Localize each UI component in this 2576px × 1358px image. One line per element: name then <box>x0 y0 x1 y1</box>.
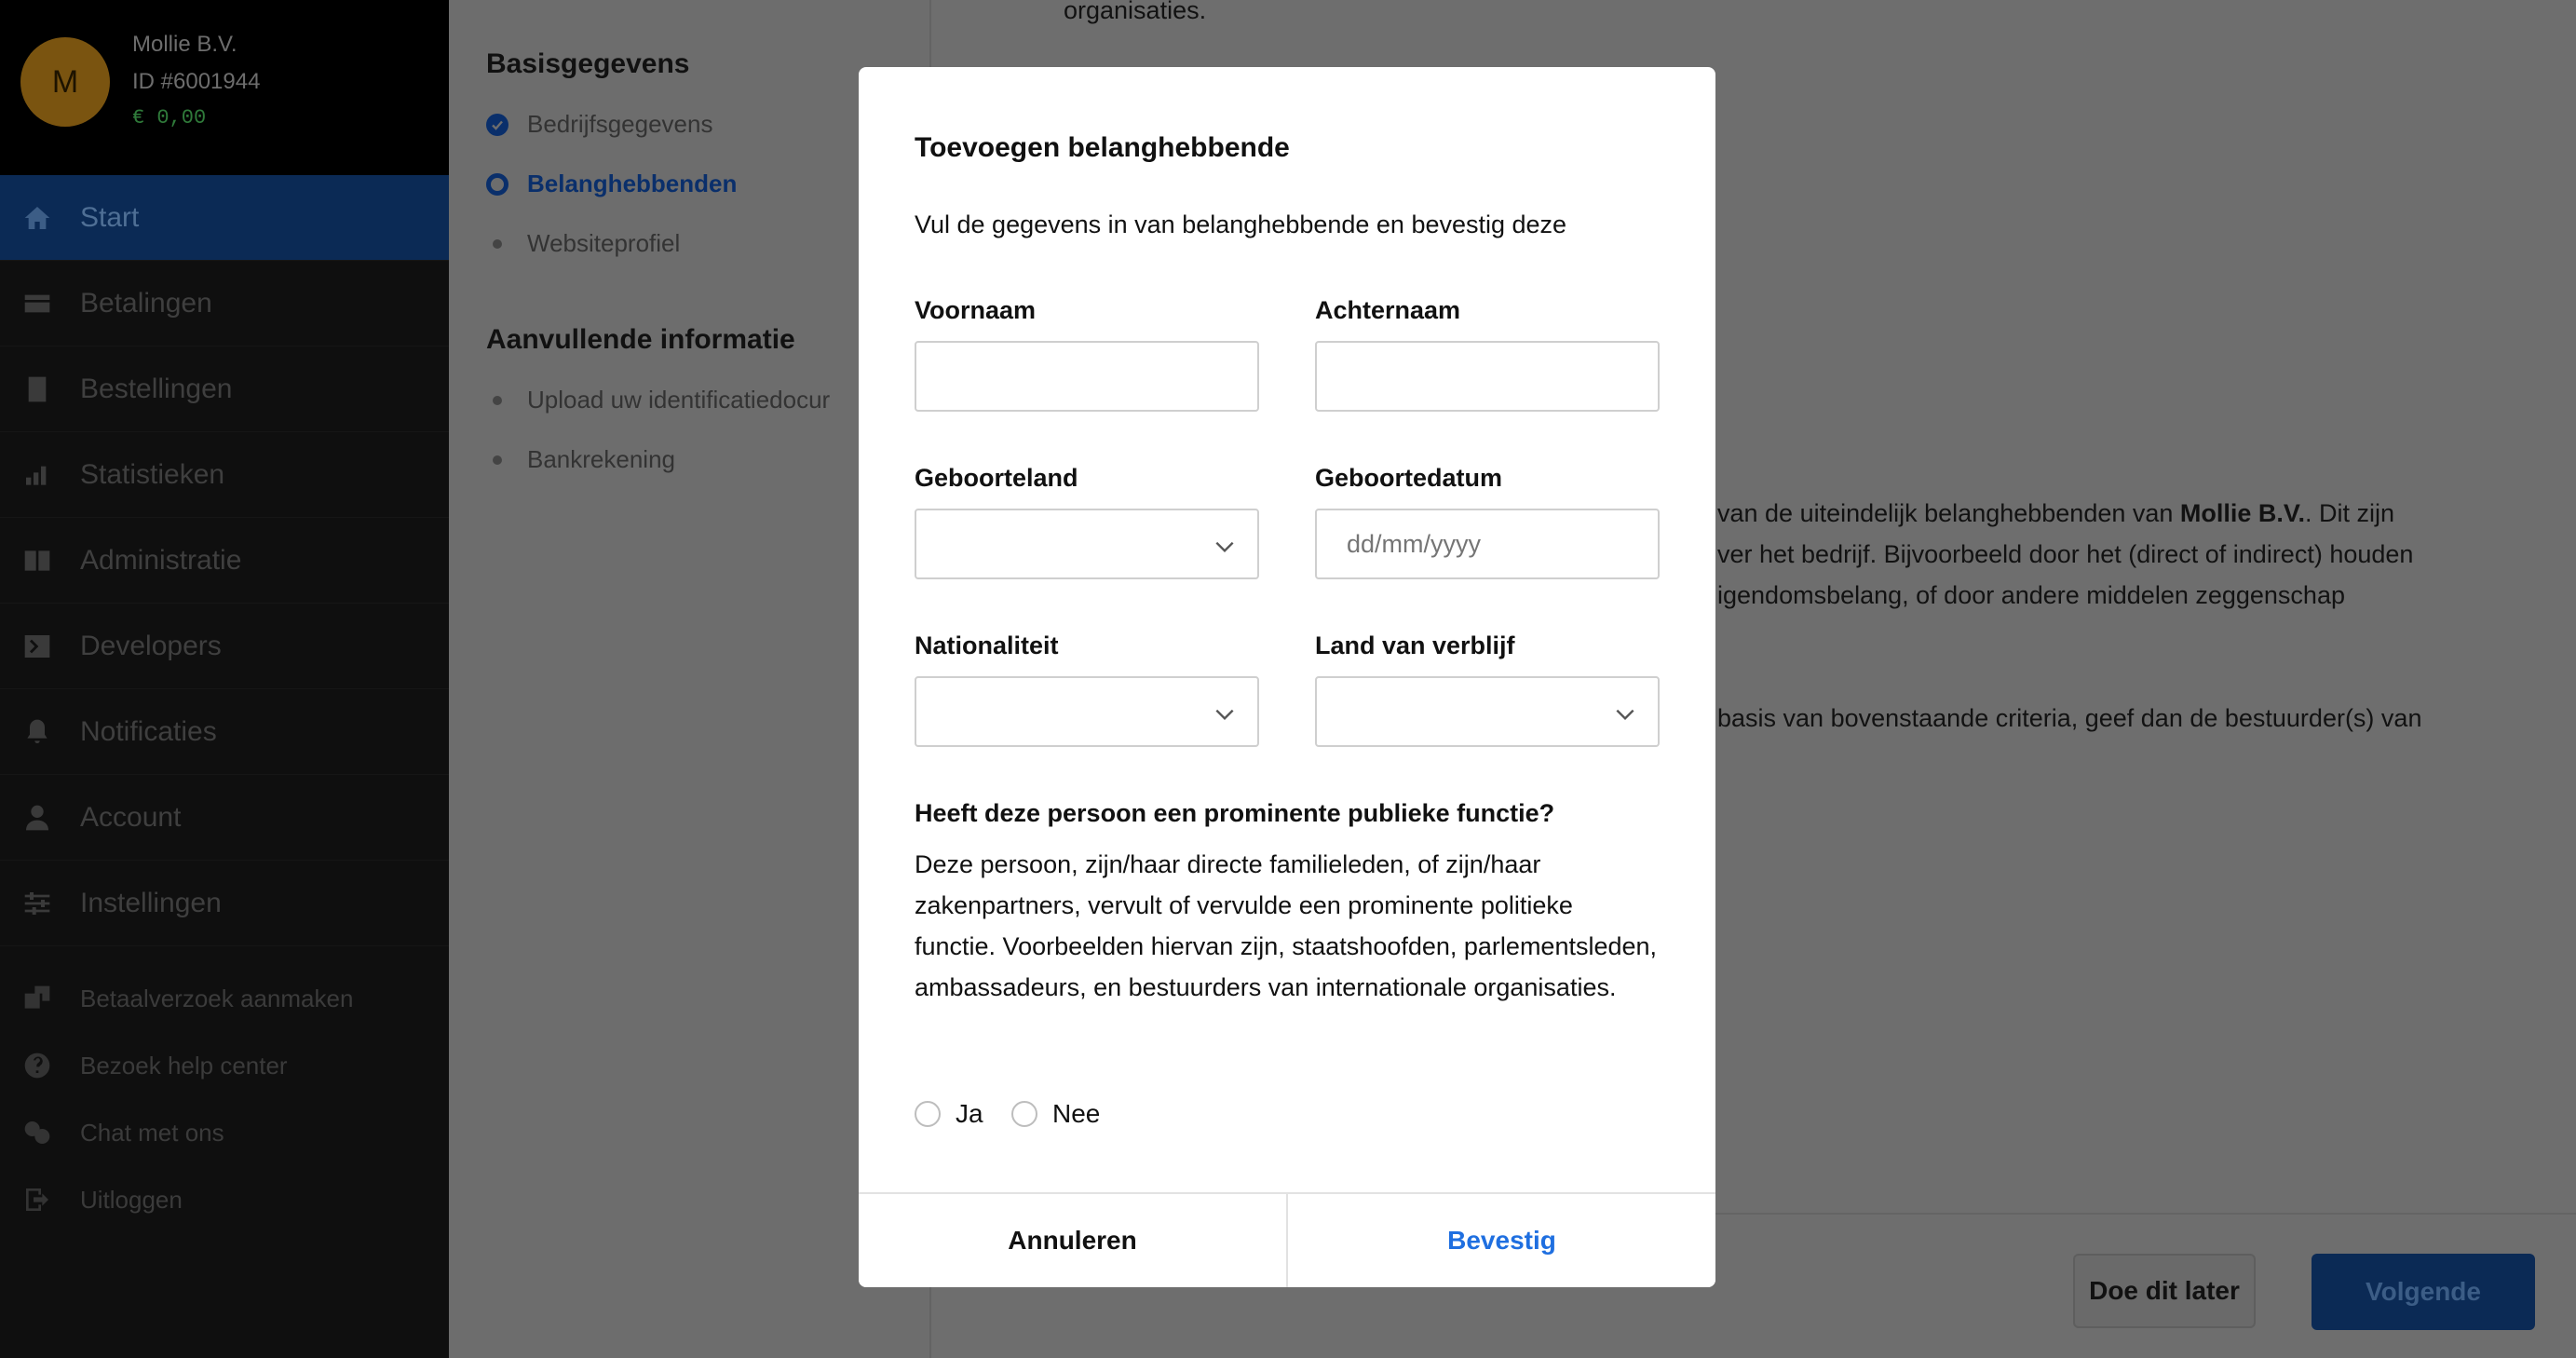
chevron-down-icon <box>1613 702 1637 727</box>
radio-label: Ja <box>956 1099 983 1128</box>
bell-icon <box>20 715 54 749</box>
sidebar-item-start[interactable] <box>0 175 449 261</box>
background-text-part: . Dit zijn <box>2304 499 2394 527</box>
background-text <box>1717 499 2394 528</box>
sidebar-item-label: Uitloggen <box>80 1185 183 1214</box>
birth-date-label: Geboortedatum <box>1315 464 1503 492</box>
birth-country-label: Geboorteland <box>915 464 1078 492</box>
pep-description: Deze persoon, zijn/haar directe familieleden, of zijn/haar zakenpartners, vervult of vervulde een prominente politieke functie. Voorbeelden hiervan zijn, staatshoofden, parlementsleden, ambassadeurs, en bestuurders van internationale organisaties. <box>915 850 1658 1001</box>
sidebar-item-label: Chat met ons <box>80 1118 224 1147</box>
account-name: Mollie B.V. <box>132 32 237 57</box>
book-icon <box>20 544 54 577</box>
last-name-label: Achternaam <box>1315 296 1461 324</box>
first-name-label: Voornaam <box>915 296 1037 324</box>
secondary-nav <box>0 965 449 1233</box>
sidebar-item-label: Account <box>80 801 182 833</box>
residence-label: Land van verblijf <box>1315 631 1515 659</box>
birth-country-select[interactable] <box>915 509 1259 579</box>
step-bankrekening[interactable] <box>486 445 675 474</box>
first-name-input[interactable] <box>915 341 1259 412</box>
sidebar-item-label: Bestellingen <box>80 373 233 404</box>
orders-icon <box>20 373 54 406</box>
sidebar-item-label: Betaalverzoek aanmaken <box>80 984 354 1012</box>
add-stakeholder-dialog <box>859 67 1715 1287</box>
background-text: organisaties. <box>1064 0 1207 24</box>
radio-circle[interactable] <box>915 1101 941 1127</box>
sidebar-item-label: Bezoek help center <box>80 1051 288 1080</box>
pending-step-icon <box>486 389 508 412</box>
sidebar-item-payment-request[interactable] <box>0 965 449 1032</box>
chat-icon <box>20 1116 54 1149</box>
sidebar-item-label: Betalingen <box>80 287 212 319</box>
avatar: M <box>20 37 110 127</box>
pep-yes-radio[interactable] <box>915 1099 983 1129</box>
sidebar-item-statistieken[interactable] <box>0 432 449 518</box>
company-name: Mollie B.V. <box>2179 499 2305 527</box>
step-label: Bedrijfsgegevens <box>527 110 713 138</box>
terminal-icon <box>20 630 54 663</box>
step-upload-id[interactable] <box>486 386 830 414</box>
steps-section-title: Aanvullende informatie <box>486 324 795 355</box>
sidebar-item-label: Notificaties <box>80 715 217 747</box>
sidebar-item-label: Developers <box>80 630 222 661</box>
sidebar-item-label: Administratie <box>80 544 242 576</box>
main-nav <box>0 175 449 946</box>
sidebar-item-betalingen[interactable] <box>0 261 449 346</box>
step-websiteprofiel[interactable] <box>486 229 680 258</box>
sidebar-item-notificaties[interactable] <box>0 689 449 775</box>
sidebar-item-administratie[interactable] <box>0 518 449 604</box>
sidebar <box>0 0 449 1358</box>
pending-step-icon <box>486 449 508 471</box>
residence-select[interactable] <box>1315 676 1660 747</box>
nationality-label: Nationaliteit <box>915 631 1059 659</box>
confirm-button[interactable]: Bevestig <box>1288 1194 1715 1287</box>
radio-circle[interactable] <box>1011 1101 1037 1127</box>
current-step-icon <box>486 173 508 196</box>
background-text: ver het bedrijf. Bijvoorbeeld door het (direct of indirect) houden <box>1717 540 2414 568</box>
cancel-button[interactable]: Annuleren <box>859 1194 1288 1287</box>
sidebar-item-label: Start <box>80 201 140 233</box>
sidebar-item-label: Statistieken <box>80 458 225 490</box>
sidebar-item-developers[interactable] <box>0 604 449 689</box>
card-icon <box>20 287 54 320</box>
account-switcher[interactable] <box>0 0 449 175</box>
step-label: Websiteprofiel <box>527 229 681 257</box>
background-text-part: van de uiteindelijk belanghebbenden van <box>1717 499 2180 527</box>
chart-icon <box>20 458 54 492</box>
radio-label: Nee <box>1052 1099 1101 1128</box>
dialog-subtitle: Vul de gegevens in van belanghebbende en bevestig deze <box>915 210 1567 238</box>
background-text: igendomsbelang, of door andere middelen zeggenschap <box>1717 581 2345 609</box>
home-icon <box>20 201 54 235</box>
pending-step-icon <box>486 233 508 255</box>
sidebar-item-instellingen[interactable] <box>0 861 449 946</box>
chevron-down-icon <box>1213 702 1237 727</box>
sidebar-item-help-center[interactable] <box>0 1032 449 1099</box>
payment-request-icon <box>20 982 54 1015</box>
sidebar-item-bestellingen[interactable] <box>0 346 449 432</box>
birth-date-input[interactable] <box>1315 509 1660 579</box>
check-icon <box>486 114 508 136</box>
step-bedrijfsgegevens[interactable] <box>486 110 712 139</box>
pep-no-radio[interactable] <box>1011 1099 1100 1129</box>
chevron-down-icon <box>1213 535 1237 559</box>
step-belanghebbenden[interactable] <box>486 170 737 198</box>
dialog-title: Toevoegen belanghebbende <box>915 132 1290 163</box>
user-icon <box>20 801 54 835</box>
sliders-icon <box>20 887 54 920</box>
next-button[interactable]: Volgende <box>2312 1254 2535 1330</box>
account-balance: € 0,00 <box>132 106 207 129</box>
step-label: Belanghebbenden <box>527 170 738 197</box>
pep-question: Heeft deze persoon een prominente publieke functie? <box>915 799 1555 827</box>
sidebar-item-label: Instellingen <box>80 887 222 918</box>
background-text: basis van bovenstaande criteria, geef dan de bestuurder(s) van <box>1717 704 2422 732</box>
last-name-input[interactable] <box>1315 341 1660 412</box>
account-id: ID #6001944 <box>132 69 261 94</box>
sidebar-item-chat[interactable] <box>0 1099 449 1166</box>
logout-icon <box>20 1183 54 1216</box>
do-later-button[interactable]: Doe dit later <box>2073 1254 2256 1328</box>
nationality-select[interactable] <box>915 676 1259 747</box>
steps-section-title: Basisgegevens <box>486 48 690 79</box>
help-icon <box>20 1049 54 1082</box>
sidebar-item-logout[interactable] <box>0 1166 449 1233</box>
sidebar-item-account[interactable] <box>0 775 449 861</box>
step-label: Upload uw identificatiedocur <box>527 386 831 414</box>
dialog-footer <box>859 1192 1715 1287</box>
step-label: Bankrekening <box>527 445 675 473</box>
